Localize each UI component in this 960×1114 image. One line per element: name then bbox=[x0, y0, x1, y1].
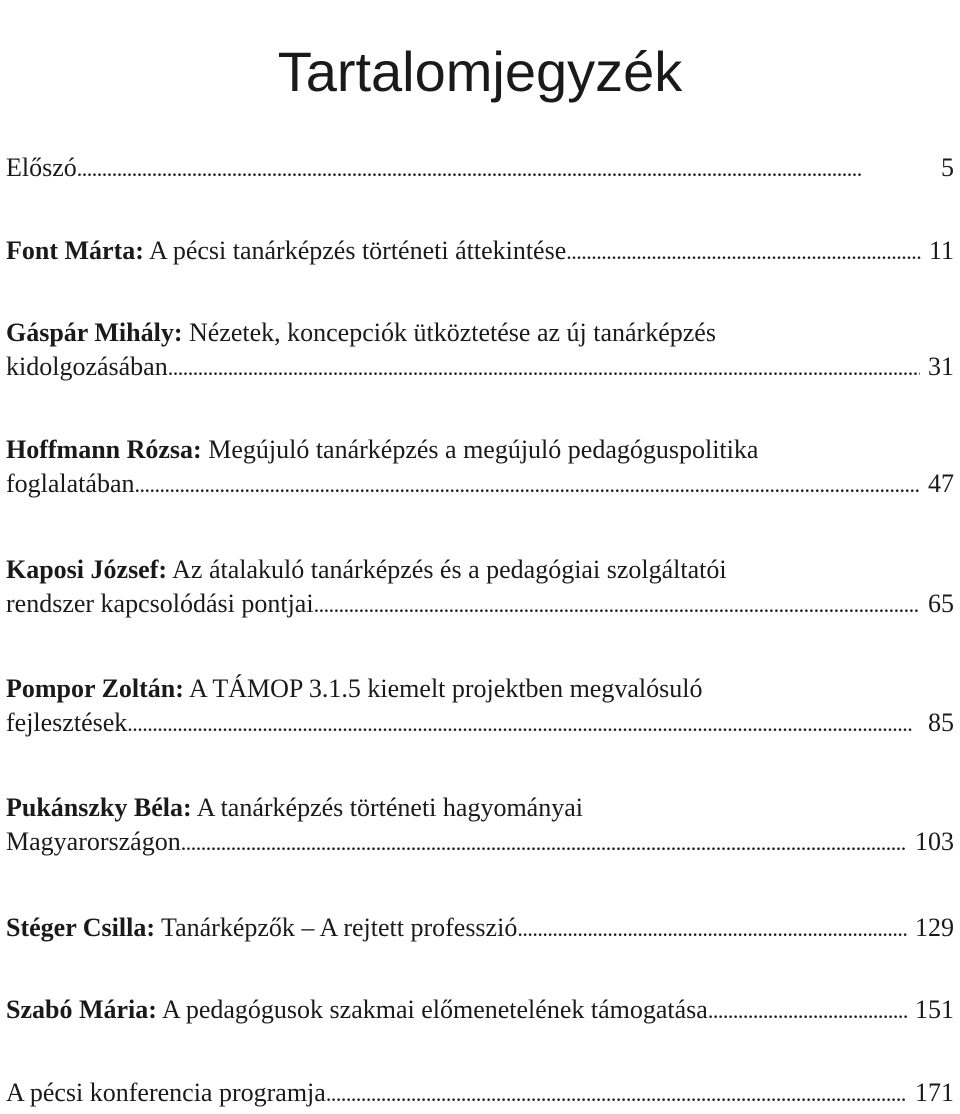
toc-page-number: 85 bbox=[928, 708, 954, 737]
toc-entry-title: Tanárképzők – A rejtett professzió bbox=[161, 913, 518, 942]
toc-entry-row bbox=[6, 825, 954, 860]
toc-page-number: 171 bbox=[915, 1078, 954, 1107]
toc-entry-title: A pedagógusok szakmai előmenetelének támogatása bbox=[162, 995, 708, 1024]
toc-page-number: 65 bbox=[928, 589, 954, 618]
toc-entry-row bbox=[6, 350, 954, 385]
toc-entry-title-continued: fejlesztések bbox=[6, 708, 128, 737]
dot-leader bbox=[314, 587, 920, 622]
dot-leader bbox=[566, 234, 921, 269]
toc-entry-title: A pécsi konferencia programja bbox=[6, 1078, 326, 1107]
toc-entry-title-continued: Magyarországon bbox=[6, 827, 181, 856]
toc-entry-title-continued: foglalatában bbox=[6, 469, 135, 498]
toc-entry-pukanszky-bela[interactable] bbox=[6, 791, 954, 860]
toc-entry-first-line bbox=[6, 553, 954, 587]
dot-leader bbox=[181, 825, 907, 860]
toc-entry-author: Hoffmann Rózsa: bbox=[6, 435, 202, 464]
toc-entry-pompor-zoltan[interactable] bbox=[6, 672, 954, 741]
toc-entry-author: Szabó Mária: bbox=[6, 995, 157, 1024]
toc-entry-gaspar-mihaly[interactable] bbox=[6, 316, 954, 385]
toc-entry-steger-csilla[interactable] bbox=[6, 911, 954, 946]
toc-page-number: 103 bbox=[915, 827, 954, 856]
toc-entry-title-continued: rendszer kapcsolódási pontjai bbox=[6, 589, 314, 618]
dot-leader bbox=[708, 993, 907, 1028]
toc-entry-row bbox=[6, 911, 954, 946]
toc-entry-first-line bbox=[6, 433, 954, 467]
dot-leader bbox=[127, 706, 920, 741]
dot-leader bbox=[77, 151, 933, 186]
toc-entry-row bbox=[6, 706, 954, 741]
toc-entry-row bbox=[6, 993, 954, 1028]
toc-entry-konferencia-programja[interactable] bbox=[6, 1076, 954, 1111]
toc-entry-title: Megújuló tanárképzés a megújuló pedagóguspolitika bbox=[208, 435, 759, 464]
toc-page-number: 31 bbox=[928, 352, 954, 381]
dot-leader bbox=[168, 350, 920, 385]
toc-page-number: 11 bbox=[928, 236, 954, 265]
toc-entry-first-line bbox=[6, 672, 954, 706]
toc-entry-author: Pukánszky Béla: bbox=[6, 793, 192, 822]
toc-entry-row bbox=[6, 467, 954, 502]
toc-entry-row bbox=[6, 1076, 954, 1111]
page-title: Tartalomjegyzék bbox=[277, 39, 683, 103]
toc-entry-font-marta[interactable] bbox=[6, 234, 954, 269]
dot-leader bbox=[517, 911, 907, 946]
toc-entry-first-line bbox=[6, 791, 954, 825]
toc-entry-title: Nézetek, koncepciók ütköztetése az új tanárképzés bbox=[188, 318, 716, 347]
toc-page-number: 47 bbox=[928, 469, 954, 498]
toc-entry-author: Stéger Csilla: bbox=[6, 913, 155, 942]
toc-entry-title: A tanárképzés történeti hagyományai bbox=[196, 793, 583, 822]
toc-entry-row bbox=[6, 151, 954, 186]
toc-page-number: 129 bbox=[915, 913, 954, 942]
toc-entry-text bbox=[6, 234, 566, 268]
toc-entry-eloszo[interactable] bbox=[6, 151, 954, 186]
toc-page-number: 151 bbox=[915, 995, 954, 1024]
toc-entry-title: A pécsi tanárképzés történeti áttekintése bbox=[148, 236, 567, 265]
toc-entry-kaposi-jozsef[interactable] bbox=[6, 553, 954, 622]
toc-page-number: 5 bbox=[941, 153, 954, 182]
toc-entry-szabo-maria[interactable] bbox=[6, 993, 954, 1028]
toc-entry-author: Font Márta: bbox=[6, 236, 144, 265]
toc-entry-author: Gáspár Mihály: bbox=[6, 318, 183, 347]
toc-entry-text bbox=[6, 911, 517, 945]
toc-entry-row bbox=[6, 234, 954, 269]
toc-entry-title: Előszó bbox=[6, 153, 77, 182]
dot-leader bbox=[135, 467, 921, 502]
toc-entry-text bbox=[6, 993, 708, 1027]
toc-entry-hoffmann-rozsa[interactable] bbox=[6, 433, 954, 502]
toc-entry-author: Pompor Zoltán: bbox=[6, 674, 184, 703]
toc-entry-title: Az átalakuló tanárképzés és a pedagógiai szolgáltatói bbox=[172, 555, 727, 584]
toc-entry-first-line bbox=[6, 316, 954, 350]
toc-entry-title: A TÁMOP 3.1.5 kiemelt projektben megvalósuló bbox=[189, 674, 703, 703]
toc-entry-author: Kaposi József: bbox=[6, 555, 168, 584]
toc-entry-row bbox=[6, 587, 954, 622]
toc-entry-title-continued: kidolgozásában bbox=[6, 352, 168, 381]
dot-leader bbox=[326, 1076, 907, 1111]
